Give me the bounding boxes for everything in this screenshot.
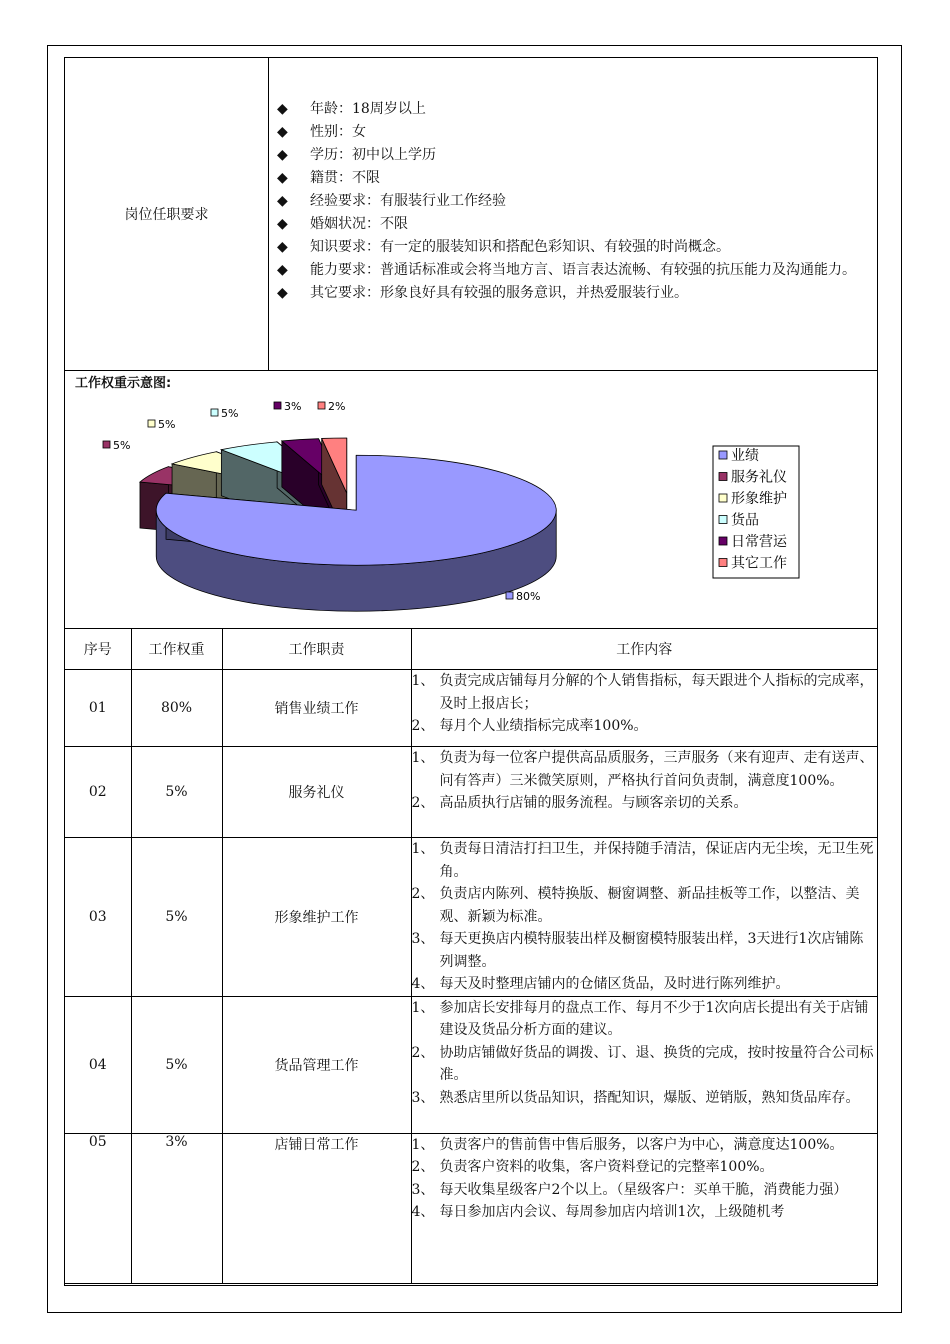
item-number: 3、 <box>411 1181 435 1198</box>
item-text: 负责店内陈列、模特换版、橱窗调整、新品挂板等工作，以整洁、美观、新颖为标准。 <box>439 886 860 925</box>
content-item <box>412 670 878 715</box>
content-item <box>412 1201 878 1224</box>
row-number: 04 <box>65 996 131 1133</box>
item-text: 负责客户的售前售中售后服务，以客户为中心，满意度达100%。 <box>439 1136 844 1153</box>
item-number: 3、 <box>411 931 435 947</box>
job-description-table <box>64 57 878 1286</box>
requirement-item <box>277 190 867 213</box>
data-label: 80% <box>516 590 541 603</box>
requirement-item <box>277 167 867 190</box>
requirement-text: 籍贯：不限 <box>310 170 380 186</box>
data-label: 2% <box>328 400 346 413</box>
data-label-swatch <box>506 592 513 599</box>
row-weight: 5% <box>131 747 222 838</box>
diamond-bullet-icon: ◆ <box>277 170 288 186</box>
content-item <box>412 1087 878 1110</box>
row-duty: 销售业绩工作 <box>222 670 411 747</box>
row-weight: 3% <box>131 1133 222 1283</box>
requirement-item <box>277 282 867 305</box>
item-text: 熟悉店里所以货品知识，搭配知识，爆版、逆销版，熟知货品库存。 <box>439 1089 860 1106</box>
requirement-text: 知识要求：有一定的服装知识和搭配色彩知识、有较强的时尚概念。 <box>310 239 730 255</box>
diamond-bullet-icon: ◆ <box>277 147 288 163</box>
table-row <box>65 838 877 997</box>
requirements-list <box>277 98 867 305</box>
requirements-label: 岗位任职要求 <box>65 58 269 370</box>
table-row <box>65 1133 877 1283</box>
item-text: 每日参加店内会议、每周参加店内培训1次，上级随机考 <box>439 1204 785 1220</box>
weight-pie-chart <box>65 370 877 628</box>
item-text: 每天收集星级客户2个以上。（星级客户：买单干脆，消费能力强） <box>439 1181 848 1198</box>
header-content: 工作内容 <box>411 628 877 670</box>
content-item <box>412 1134 878 1157</box>
content-item <box>412 1042 878 1087</box>
legend-entry: 业绩 <box>731 448 759 464</box>
item-number: 2、 <box>411 886 435 902</box>
legend-entry: 服务礼仪 <box>731 469 787 486</box>
content-item <box>412 973 878 996</box>
row-weight: 80% <box>131 670 222 747</box>
requirement-text: 其它要求：形象良好具有较强的服务意识，并热爱服装行业。 <box>310 285 688 301</box>
legend-swatch <box>719 473 727 481</box>
row-number: 02 <box>65 747 131 838</box>
legend-entry: 其它工作 <box>731 555 787 572</box>
data-label: 3% <box>284 400 302 413</box>
content-item <box>412 997 878 1042</box>
requirement-item <box>277 259 867 282</box>
legend-swatch <box>719 537 727 545</box>
legend-swatch <box>719 494 727 502</box>
data-label-swatch <box>274 402 281 409</box>
item-number: 4、 <box>411 976 435 992</box>
data-label-swatch <box>148 420 155 427</box>
data-label-swatch <box>211 409 218 416</box>
content-item <box>412 1156 878 1179</box>
table-row <box>65 670 877 747</box>
legend-entry: 日常营运 <box>731 534 787 550</box>
diamond-bullet-icon: ◆ <box>277 285 288 301</box>
item-number: 1、 <box>411 750 435 766</box>
requirement-text: 学历：初中以上学历 <box>310 147 436 163</box>
content-item <box>412 838 878 883</box>
data-label: 5% <box>221 407 239 420</box>
diamond-bullet-icon: ◆ <box>277 124 288 140</box>
row-number: 01 <box>65 670 131 747</box>
row-weight: 5% <box>131 838 222 997</box>
chart-section <box>65 370 877 629</box>
table-row <box>65 996 877 1133</box>
data-label: 5% <box>113 439 131 452</box>
row-weight: 5% <box>131 996 222 1133</box>
content-item <box>412 883 878 928</box>
header-no: 序号 <box>65 628 131 670</box>
content-item <box>412 1179 878 1202</box>
item-text: 每月个人业绩指标完成率100%。 <box>439 718 648 734</box>
legend-swatch <box>719 516 727 524</box>
requirement-item <box>277 144 867 167</box>
item-number: 2、 <box>411 1044 435 1061</box>
item-text: 负责为每一位客户提供高品质服务，三声服务（来有迎声、走有送声、问有答声）三米微笑原则，严格执行首问负责制，满意度100%。 <box>439 750 874 789</box>
item-number: 1、 <box>411 841 435 857</box>
requirement-text: 年龄：18周岁以上 <box>310 101 426 117</box>
item-text: 每天及时整理店铺内的仓储区货品，及时进行陈列维护。 <box>439 976 790 992</box>
row-number: 03 <box>65 838 131 997</box>
item-text: 负责客户资料的收集，客户资料登记的完整率100%。 <box>439 1159 774 1175</box>
row-content <box>411 996 877 1133</box>
diamond-bullet-icon: ◆ <box>277 101 288 117</box>
requirements-section <box>65 58 877 371</box>
item-number: 1、 <box>411 999 435 1016</box>
row-number: 05 <box>65 1133 131 1283</box>
diamond-bullet-icon: ◆ <box>277 239 288 255</box>
requirement-text: 婚姻状况：不限 <box>310 216 408 232</box>
legend-swatch <box>719 559 727 567</box>
requirement-item <box>277 236 867 259</box>
item-number: 2、 <box>411 1159 435 1175</box>
table-row <box>65 747 877 838</box>
content-item <box>412 928 878 973</box>
diamond-bullet-icon: ◆ <box>277 216 288 232</box>
item-text: 每天更换店内模特服装出样及橱窗模特服装出样，3天进行1次店铺陈列调整。 <box>439 931 864 970</box>
chart-legend <box>713 446 799 578</box>
chart-title: 工作权重示意图: <box>75 376 172 391</box>
item-number: 4、 <box>411 1204 435 1220</box>
requirement-item <box>277 98 867 121</box>
header-duty: 工作职责 <box>222 628 411 670</box>
requirement-text: 能力要求：普通话标准或会将当地方言、语言表达流畅、有较强的抗压能力及沟通能力。 <box>310 262 856 278</box>
item-text: 协助店铺做好货品的调拨、订、退、换货的完成，按时按量符合公司标准。 <box>439 1044 874 1083</box>
item-number: 3、 <box>411 1089 435 1106</box>
diamond-bullet-icon: ◆ <box>277 262 288 278</box>
legend-entry: 货品 <box>731 512 759 529</box>
requirement-item <box>277 213 867 236</box>
item-number: 1、 <box>411 1136 435 1153</box>
item-text: 负责完成店铺每月分解的个人销售指标，每天跟进个人指标的完成率，及时上报店长； <box>439 673 874 712</box>
item-number: 2、 <box>411 718 435 734</box>
requirement-text: 性别：女 <box>310 124 366 140</box>
content-item <box>412 715 878 738</box>
row-content <box>411 1133 877 1283</box>
content-item <box>412 792 878 815</box>
content-item <box>412 747 878 792</box>
requirement-text: 经验要求：有服装行业工作经验 <box>310 193 506 209</box>
legend-entry: 形象维护 <box>731 491 787 507</box>
diamond-bullet-icon: ◆ <box>277 193 288 209</box>
item-number: 1、 <box>411 673 435 689</box>
row-duty: 店铺日常工作 <box>222 1133 411 1283</box>
item-text: 负责每日清洁打扫卫生，并保持随手清洁，保证店内无尘埃，无卫生死角。 <box>439 841 874 880</box>
row-duty: 形象维护工作 <box>222 838 411 997</box>
duty-table <box>65 628 877 1284</box>
data-label-swatch <box>103 441 110 448</box>
data-label: 5% <box>158 418 176 431</box>
row-duty: 货品管理工作 <box>222 996 411 1133</box>
item-text: 高品质执行店铺的服务流程。与顾客亲切的关系。 <box>439 795 748 811</box>
item-text: 参加店长安排每月的盘点工作、每月不少于1次向店长提出有关于店铺建设及货品分析方面的建议。 <box>439 999 869 1038</box>
table-header-row <box>65 628 877 670</box>
requirement-item <box>277 121 867 144</box>
row-content <box>411 670 877 747</box>
row-content <box>411 838 877 997</box>
data-label-swatch <box>318 402 325 409</box>
header-weight: 工作权重 <box>131 628 222 670</box>
row-content <box>411 747 877 838</box>
row-duty: 服务礼仪 <box>222 747 411 838</box>
legend-swatch <box>719 451 727 459</box>
item-number: 2、 <box>411 795 435 811</box>
